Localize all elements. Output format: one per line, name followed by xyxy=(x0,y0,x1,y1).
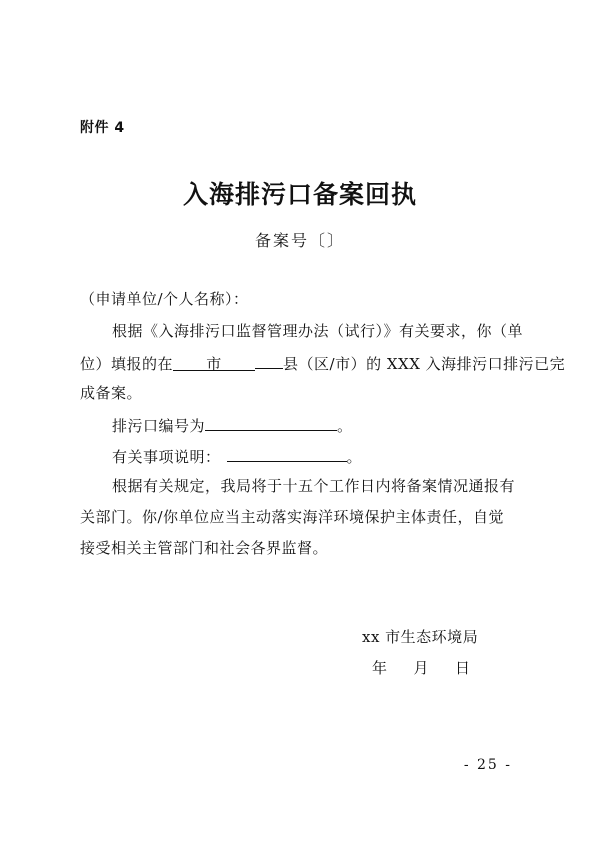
para1-line2-tail: 的 XXX 入海排污口排污已完 xyxy=(366,355,566,373)
outlet-number-end: 。 xyxy=(337,417,353,435)
date-year: 年 xyxy=(372,659,388,677)
remarks-end: 。 xyxy=(346,448,363,466)
county-blank[interactable] xyxy=(255,351,283,369)
county-suffix: 县（区/市） xyxy=(283,355,367,373)
city-blank[interactable] xyxy=(173,353,255,371)
addressee-line: （申请单位/个人名称）： xyxy=(80,290,249,308)
para2-line3: 接受相关主管部门和社会各界监督。 xyxy=(80,539,329,557)
outlet-number-blank[interactable] xyxy=(205,413,337,431)
date-day: 日 xyxy=(455,659,471,677)
remarks-blank[interactable] xyxy=(227,444,347,462)
para1-line3: 成备案。 xyxy=(80,384,143,402)
page-number: - 25 - xyxy=(463,757,512,773)
date-line xyxy=(372,657,471,678)
outlet-number-label: 排污口编号为 xyxy=(112,417,206,435)
attachment-label: 附件 4 xyxy=(80,120,125,136)
issuer-name: xx 市生态环境局 xyxy=(362,628,479,646)
remarks-label: 有关事项说明： xyxy=(112,448,221,466)
outlet-number-line xyxy=(112,413,353,436)
document-title: 入海排污口备案回执 xyxy=(182,180,417,209)
city-label: 市 xyxy=(206,355,222,373)
para1-line1: 根据《入海排污口监督管理办法（试行）》有关要求，你（单 xyxy=(112,322,524,340)
para2-line1: 根据有关规定，我局将于十五个工作日内将备案情况通报有 xyxy=(112,477,516,495)
date-month: 月 xyxy=(413,659,430,677)
para1-line2 xyxy=(80,351,565,374)
para2-line2: 关部门。你/你单位应当主动落实海洋环境保护主体责任，自觉 xyxy=(80,508,505,526)
filing-number: 备案号〔〕 xyxy=(254,231,345,250)
para1-line2-prefix: 位）填报的在 xyxy=(80,355,174,373)
remarks-line xyxy=(112,444,362,467)
